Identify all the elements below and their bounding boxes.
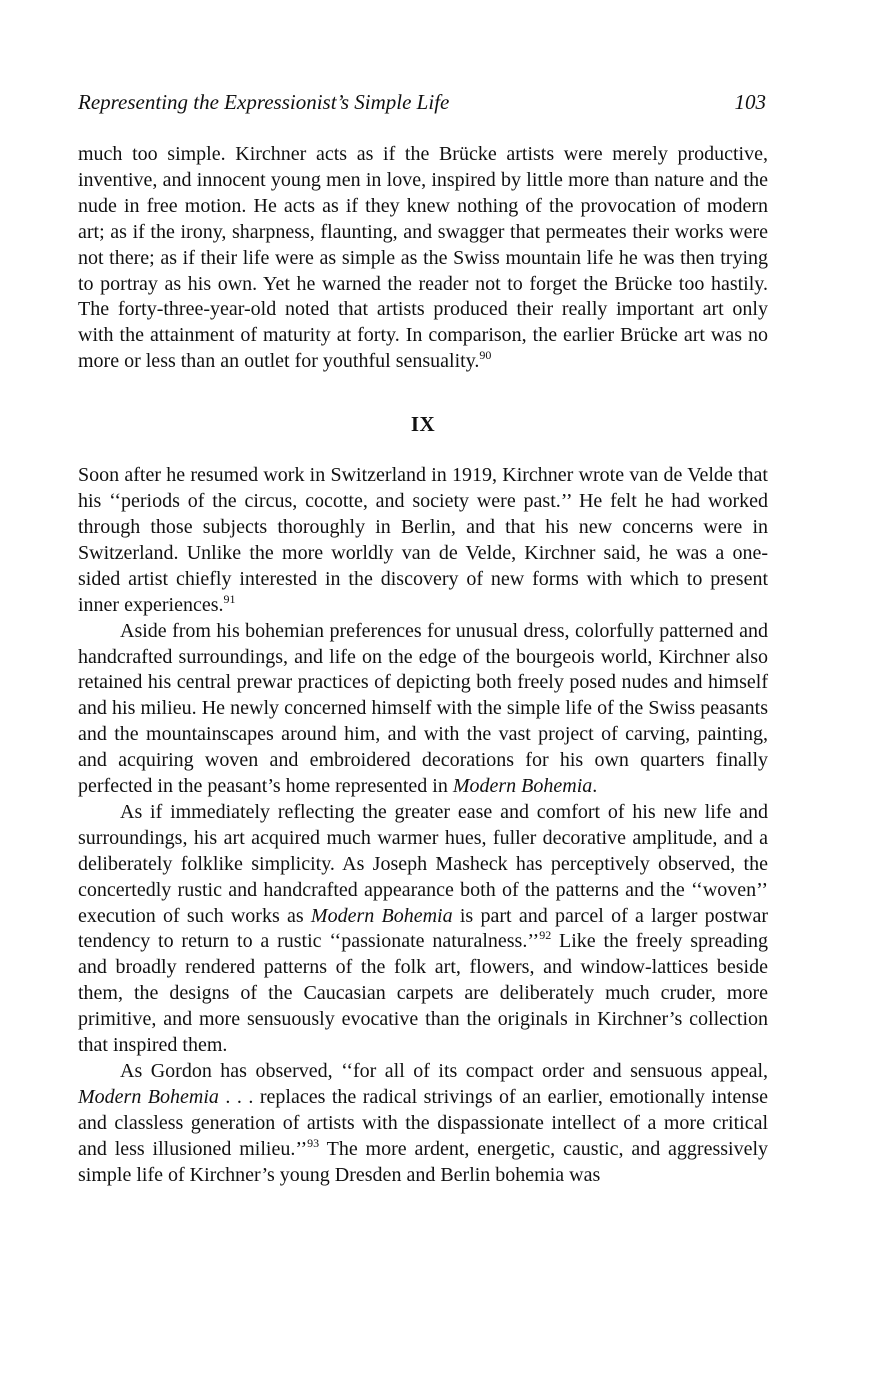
artwork-title: Modern Bohemia (78, 1085, 219, 1108)
page-number: 103 (734, 90, 766, 114)
paragraph-4: As if immediately reflecting the greater ease and comfort of his new life and surroundings, his art acquired much warmer hues, fuller decorative amplitude, and a deliberately folklike simplicity. As Joseph Masheck has perceptively observed, the concertedly rustic and handcrafted appearance both of the patterns and the ‘‘woven’’ execution of such works as Modern Bohemia is part and parcel of a larger postwar tendency to return to a rustic ‘‘passionate naturalness.’’$^{92}$ Like the freely spreading and broadly rendered patterns of the folk art, flowers, and window-lattices beside them, the designs of the Caucasian carpets are deliberately much cruder, more primitive, and more sensuously evocative than the originals in Kirchner’s collection that inspired them. (78, 800, 769, 1057)
body-text (78, 142, 768, 1189)
running-header (78, 88, 768, 124)
paragraph-1: much too simple. Kirchner acts as if the Brücke artists were merely productive, inventive, and innocent young men in love, inspired by little more than nature and the nude in free motion. He acts as if they knew nothing of the provocation of modern art; as if the irony, sharpness, flaunting, and swagger that permeates their works were not there; as if their life were as simple as the Swiss mountain life he was then trying to portray as his own. Yet he warned the reader not to forget the Brücke too hastily. The forty-three-year-old noted that artists produced their really important art only with the attainment of maturity at forty. In comparison, the earlier Brücke art was no more or less than an outlet for youthful sensuality.$^{90}$ (78, 143, 768, 373)
footnote-ref-90: 90 (479, 348, 492, 363)
footnote-ref-93: 93 (307, 1135, 320, 1150)
running-title: Representing the Expressionist’s Simple Life (78, 90, 450, 114)
paragraph-5: As Gordon has observed, ‘‘for all of its compact order and sensuous appeal, Modern Bohemia . . . replaces the radical strivings of an earlier, emotionally intense and classless generation of artists with the dispassionate intellect of a more critical and less illusioned milieu.’’$^{93}$ The more ardent, energetic, caustic, and aggressively simple life of Kirchner’s young Dresden and Berlin bohemia was (78, 1060, 769, 1186)
paragraph-2: Soon after he resumed work in Switzerland in 1919, Kirchner wrote van de Velde that his ‘‘periods of the circus, cocotte, and society were past.’’ He felt he had worked through those subjects thoroughly in Berlin, and that his new concerns were in Switzerland. Unlike the more worldly van de Velde, Kirchner said, he was a one-sided artist chiefly interested in the discovery of new forms with which to present inner experiences.$^{91}$ (78, 464, 768, 616)
section-heading: IX (410, 412, 436, 437)
paragraph-3: Aside from his bohemian preferences for unusual dress, colorfully patterned and handcrafted surroundings, and life on the edge of the bourgeois world, Kirchner also retained his central prewar practices of depicting both freely posed nudes and himself and his milieu. He newly concerned himself with the simple life of the Swiss peasants and the mountainscapes around him, and with the vast project of carving, painting, and acquiring woven and embroidered decorations for his own quarters finally perfected in the peasant’s home represented in Modern Bohemia. (78, 619, 768, 798)
artwork-title: Modern Bohemia (452, 775, 593, 798)
footnote-ref-92: 92 (539, 928, 552, 943)
artwork-title: Modern Bohemia (310, 904, 453, 927)
footnote-ref-91: 91 (223, 591, 236, 606)
book-page (78, 88, 768, 1189)
